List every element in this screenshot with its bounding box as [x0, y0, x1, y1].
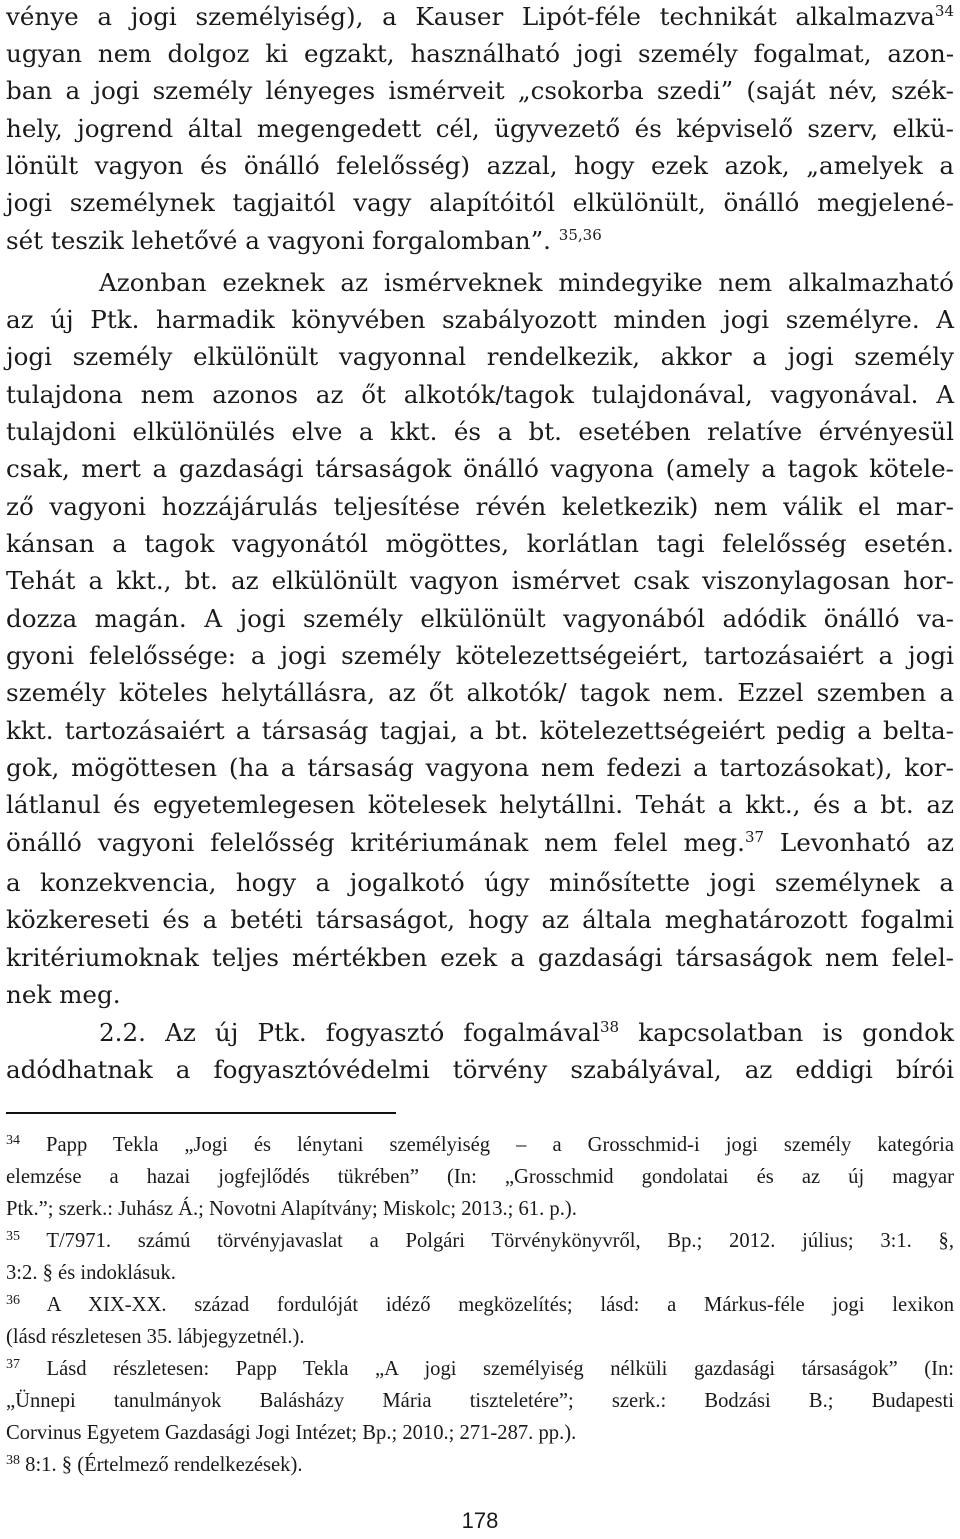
text-line: lönült vagyon és önálló felelősség) azzal, hogy ezek azok, „amelyek a: [6, 151, 954, 180]
text-line: vénye a jogi személyiség), a Kauser Lipót-féle technikát alkalmazva$^{34}$: [6, 2, 954, 31]
footnote-line: (lásd részletesen 35. lábjegyzetnél.).: [6, 1326, 305, 1348]
footnote-number: 38: [6, 1453, 20, 1468]
footnote-line: „Ünnepi tanulmányok Balásházy Mária tiszteletére”; szerk.: Bodzási B.; Budapesti: [6, 1390, 954, 1412]
footnote-38: $^{38}$ 8:1. § (Értelmező rendelkezések).: [6, 1453, 303, 1476]
text-line: a konzekvencia, hogy a jogalkotó úgy minősítette jogi személynek a: [6, 868, 954, 897]
text-line: ban a jogi személy lényeges ismérveit „csokorba szedi” (saját név, szék-: [6, 76, 954, 105]
text-line: csak, mert a gazdasági társaságok önálló vagyona (amely a tagok kötele-: [6, 454, 954, 483]
text-line: nek meg.: [6, 980, 121, 1009]
footnote-number: 34: [6, 1133, 20, 1148]
footnote-number: 35: [6, 1229, 20, 1244]
footnote-line: 3:2. § és indoklásuk.: [6, 1262, 176, 1284]
footnote-line: Corvinus Egyetem Gazdasági Jogi Intézet; Bp.; 2010.; 271-287. pp.).: [6, 1422, 577, 1444]
text-line: hely, jogrend által megengedett cél, ügyvezető és képviselő szerv, elkü-: [6, 114, 954, 143]
footnote-number: 36: [6, 1293, 20, 1308]
text-line: ugyan nem dolgoz ki egzakt, használható jogi személy fogalmat, azon-: [6, 39, 954, 68]
paragraph-start-line: 2.2. Az új Ptk. fogyasztó fogalmával$^{38}$ kapcsolatban is gondok: [99, 1018, 954, 1047]
text-line: kkt. tartozásaiért a társaság tagjai, a bt. kötelezettségeiért pedig a belta-: [6, 716, 954, 745]
text-line: személy köteles helytállásra, az őt alkotók/ tagok nem. Ezzel szemben a: [6, 678, 954, 707]
footnote-ref-35-36[interactable]: 35,36: [558, 226, 602, 244]
footnote-number: 37: [6, 1357, 20, 1372]
text-line: látlanul és egyetemlegesen kötelesek helytállni. Tehát a kkt., és a bt. az: [6, 790, 954, 819]
footnote-34: $^{34}$ Papp Tekla „Jogi és lénytani személyiség – a Grosschmid-i jogi személy kategória: [6, 1133, 954, 1156]
footnote-line: elemzése a hazai jogfejlődés tükrében” (In: „Grosschmid gondolatai és az új magyar: [6, 1166, 954, 1188]
text-line: kritériumoknak teljes mértékben ezek a gazdasági társaságok nem felel-: [6, 943, 954, 972]
footnote-line: Ptk.”; szerk.: Juhász Á.; Novotni Alapítvány; Miskolc; 2013.; 61. p.).: [6, 1198, 577, 1220]
footnote-separator: [6, 1112, 396, 1114]
text-line: Tehát a kkt., bt. az elkülönült vagyon ismérvet csak viszonylagosan hor-: [6, 566, 954, 595]
text-line: jogi személy elkülönült vagyonnal rendelkezik, akkor a jogi személy: [6, 342, 954, 371]
text-line: sét teszik lehetővé a vagyoni forgalomban”. $^{35,36}$: [6, 226, 602, 255]
footnote-37: $^{37}$ Lásd részletesen: Papp Tekla „A jogi személyiség nélküli gazdasági társaságok” (In:: [6, 1357, 954, 1380]
text-line: kánsan a tagok vagyonától mögöttes, korlátlan tagi felelősség esetén.: [6, 529, 954, 558]
text-line: gok, mögöttesen (ha a társaság vagyona nem fedezi a tartozásokat), kor-: [6, 753, 954, 782]
text-line: ző vagyoni hozzájárulás teljesítése révén keletkezik) nem válik el mar-: [6, 492, 954, 521]
text-line: az új Ptk. harmadik könyvében szabályozott minden jogi személyre. A: [6, 305, 954, 334]
text-line: adódhatnak a fogyasztóvédelmi törvény szabályával, az eddigi bírói: [6, 1055, 954, 1084]
text-line: tulajdoni elkülönülés elve a kkt. és a bt. esetében relatíve érvényesül: [6, 417, 954, 446]
text-line: dozza magán. A jogi személy elkülönült vagyonából adódik önálló va-: [6, 604, 954, 633]
page-number: 178: [461, 1508, 499, 1533]
text-line: gyoni felelőssége: a jogi személy kötelezettségeiért, tartozásaiért a jogi: [6, 641, 954, 670]
text-line: közkereseti és a betéti társaságot, hogy az általa meghatározott fogalmi: [6, 905, 954, 934]
footnote-ref-37[interactable]: 37: [744, 828, 765, 846]
text-line: jogi személynek tagjaitól vagy alapítóitól elkülönült, önálló megjelené-: [6, 188, 954, 217]
paragraph-start-line: Azonban ezeknek az ismérveknek mindegyike nem alkalmazható: [99, 268, 954, 297]
footnote-35: $^{35}$ T/7971. számú törvényjavaslat a Polgári Törvénykönyvről, Bp.; 2012. július; 3:1. §,: [6, 1229, 954, 1252]
footnote-ref-34[interactable]: 34: [934, 2, 954, 20]
text-line: önálló vagyoni felelősség kritériumának nem felel meg.$^{37}$ Levonható az: [6, 828, 954, 857]
footnote-ref-38[interactable]: 38: [600, 1018, 620, 1036]
text-line: tulajdona nem azonos az őt alkotók/tagok tulajdonával, vagyonával. A: [6, 380, 954, 409]
footnote-36: $^{36}$ A XIX-XX. század fordulóját idéző megközelítés; lásd: a Márkus-féle jogi lexikon: [6, 1293, 954, 1316]
